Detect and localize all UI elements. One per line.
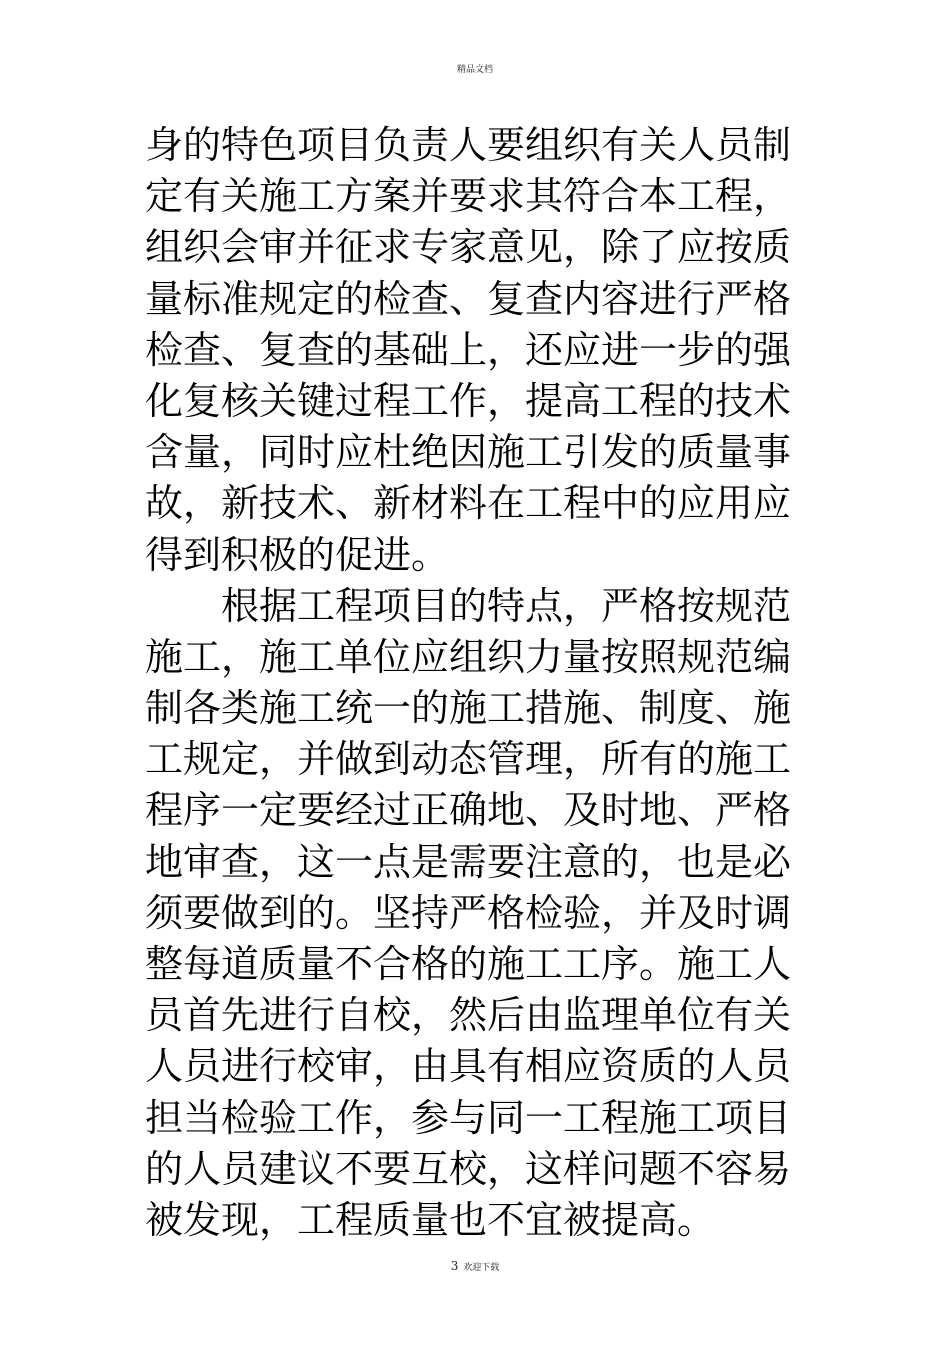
text-line: 故，新技术、新材料在工程中的应用应 bbox=[145, 481, 792, 526]
text-line: 量标准规定的检查、复查内容进行严格 bbox=[145, 276, 792, 321]
text-line: 工规定，并做到动态管理，所有的施工 bbox=[145, 737, 792, 782]
text-line: 担当检验工作，参与同一工程施工项目 bbox=[145, 1095, 792, 1140]
header-text: 精品文档 bbox=[456, 65, 493, 75]
text-line: 被发现，工程质量也不宜被提高。 bbox=[145, 1197, 716, 1242]
text-line: 施工，施工单位应组织力量按照规范编 bbox=[145, 634, 792, 679]
paragraph-2 bbox=[145, 581, 792, 1246]
text-line: 化复核关键过程工作，提高工程的技术 bbox=[145, 378, 792, 423]
text-line: 人员进行校审，由具有相应资质的人员 bbox=[145, 1044, 792, 1089]
text-line: 根据工程项目的特点，严格按规范 bbox=[221, 583, 792, 628]
text-line: 组织会审并征求专家意见，除了应按质 bbox=[145, 225, 792, 270]
page-header bbox=[0, 64, 950, 76]
text-line: 须要做到的。坚持严格检验，并及时调 bbox=[145, 890, 792, 935]
text-line: 得到积极的促进。 bbox=[145, 532, 450, 577]
text-line: 程序一定要经过正确地、及时地、严格 bbox=[145, 788, 792, 833]
footer-text: 欢迎下载 bbox=[463, 1263, 500, 1273]
document-body bbox=[145, 120, 792, 1246]
page-footer bbox=[0, 1259, 950, 1275]
text-line: 含量，同时应杜绝因施工引发的质量事 bbox=[145, 430, 792, 475]
text-line: 员首先进行自校，然后由监理单位有关 bbox=[145, 993, 792, 1038]
text-line: 制各类施工统一的施工措施、制度、施 bbox=[145, 686, 792, 731]
text-line: 检查、复查的基础上，还应进一步的强 bbox=[145, 327, 792, 372]
page-number: 3 bbox=[450, 1259, 459, 1273]
text-line: 身的特色项目负责人要组织有关人员制 bbox=[145, 123, 792, 167]
text-line: 地审查，这一点是需要注意的，也是必 bbox=[145, 839, 792, 884]
text-line: 整每道质量不合格的施工工序。施工人 bbox=[145, 942, 792, 986]
text-line: 定有关施工方案并要求其符合本工程， bbox=[145, 174, 792, 219]
paragraph-1 bbox=[145, 120, 792, 581]
text-line: 的人员建议不要互校，这样问题不容易 bbox=[145, 1146, 792, 1191]
